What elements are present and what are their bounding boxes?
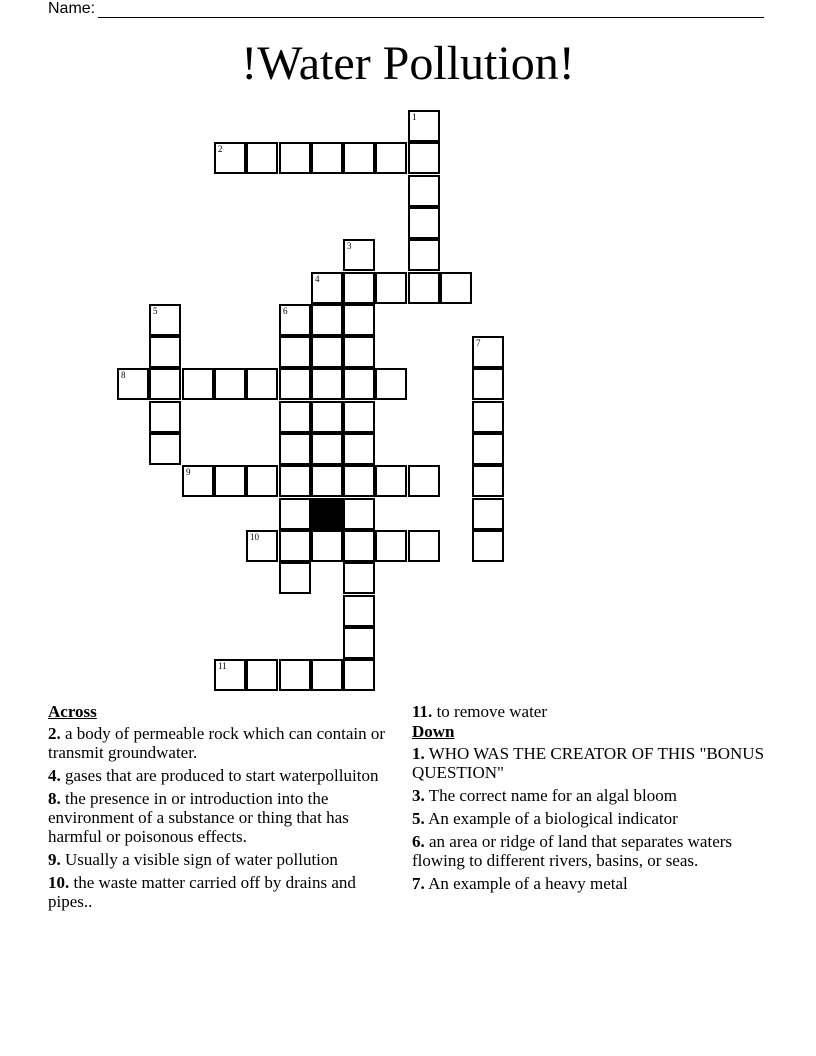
grid-cell[interactable] — [214, 368, 246, 400]
grid-cell[interactable] — [375, 142, 407, 174]
clue-number: 6. — [412, 832, 425, 851]
grid-cell[interactable] — [182, 465, 214, 497]
grid-cell[interactable] — [343, 368, 375, 400]
grid-cell[interactable] — [279, 498, 311, 530]
clue-text: a body of permeable rock which can contain or transmit groundwater. — [48, 724, 386, 762]
clues-right-column — [412, 702, 772, 897]
grid-cell[interactable] — [408, 530, 440, 562]
grid-cell[interactable] — [472, 498, 504, 530]
cell-number: 8 — [121, 370, 126, 380]
grid-cell[interactable] — [149, 336, 181, 368]
grid-cell[interactable] — [214, 465, 246, 497]
clue-text: Usually a visible sign of water pollution — [65, 850, 338, 869]
clue-text: gases that are produced to start waterpolluiton — [65, 766, 379, 785]
grid-cell[interactable] — [343, 659, 375, 691]
clue-number: 4. — [48, 766, 61, 785]
across-clue-4 — [48, 766, 403, 785]
grid-cell[interactable] — [311, 530, 343, 562]
grid-cell[interactable] — [311, 433, 343, 465]
down-clue-6 — [412, 832, 772, 870]
clue-number: 1. — [412, 744, 425, 763]
grid-cell[interactable] — [279, 304, 311, 336]
grid-cell[interactable] — [343, 498, 375, 530]
grid-cell[interactable] — [343, 627, 375, 659]
clue-number: 3. — [412, 786, 425, 805]
clue-number: 8. — [48, 789, 61, 808]
grid-cell[interactable] — [343, 595, 375, 627]
grid-cell[interactable] — [246, 142, 278, 174]
grid-cell[interactable] — [117, 368, 149, 400]
grid-cell[interactable] — [472, 433, 504, 465]
cell-number: 4 — [315, 274, 320, 284]
name-label: Name: — [48, 0, 96, 17]
grid-cell[interactable] — [149, 433, 181, 465]
grid-cell[interactable] — [149, 304, 181, 336]
grid-cell[interactable] — [311, 304, 343, 336]
down-clue-7 — [412, 874, 772, 893]
down-clue-5 — [412, 809, 772, 828]
grid-cell[interactable] — [343, 530, 375, 562]
grid-cell[interactable] — [408, 207, 440, 239]
grid-cell[interactable] — [343, 239, 375, 271]
cell-number: 2 — [218, 144, 223, 154]
grid-cell[interactable] — [343, 465, 375, 497]
grid-cell[interactable] — [311, 659, 343, 691]
grid-cell[interactable] — [279, 465, 311, 497]
across-heading: Across — [48, 702, 97, 721]
cell-number: 6 — [283, 306, 288, 316]
across-clue-8 — [48, 789, 403, 846]
grid-cell[interactable] — [375, 368, 407, 400]
down-clue-3 — [412, 786, 772, 805]
grid-cell[interactable] — [311, 368, 343, 400]
across-clue-10 — [48, 873, 403, 911]
clue-text: WHO WAS THE CREATOR OF THIS "BONUS QUESTION" — [412, 744, 765, 782]
grid-cell[interactable] — [472, 465, 504, 497]
grid-cell[interactable] — [279, 336, 311, 368]
clues-left-column — [48, 702, 403, 915]
grid-cell[interactable] — [343, 401, 375, 433]
grid-cell[interactable] — [279, 659, 311, 691]
across-clue-11 — [412, 702, 772, 721]
grid-cell[interactable] — [214, 142, 246, 174]
grid-cell[interactable] — [408, 142, 440, 174]
grid-cell[interactable] — [214, 659, 246, 691]
grid-cell[interactable] — [472, 368, 504, 400]
grid-cell[interactable] — [279, 368, 311, 400]
grid-cell[interactable] — [246, 465, 278, 497]
clue-number: 7. — [412, 874, 425, 893]
grid-cell[interactable] — [440, 272, 472, 304]
grid-cell[interactable] — [408, 175, 440, 207]
grid-cell[interactable] — [343, 272, 375, 304]
cell-number: 7 — [476, 338, 481, 348]
cell-number: 5 — [153, 306, 158, 316]
grid-cell[interactable] — [279, 142, 311, 174]
puzzle-title: !Water Pollution! — [241, 37, 575, 90]
grid-cell[interactable] — [311, 336, 343, 368]
grid-cell[interactable] — [375, 272, 407, 304]
grid-cell[interactable] — [408, 239, 440, 271]
grid-cell[interactable] — [182, 368, 214, 400]
grid-cell[interactable] — [149, 368, 181, 400]
cell-number: 1 — [412, 112, 417, 122]
clue-text: the presence in or introduction into the environment of a substance or thing that has harmful or poisonous effects. — [48, 789, 349, 846]
clue-text: an area or ridge of land that separates waters flowing to different rivers, basins, or seas. — [412, 832, 733, 870]
grid-cell[interactable] — [311, 401, 343, 433]
grid-cell[interactable] — [343, 304, 375, 336]
clue-number: 11. — [412, 702, 433, 721]
grid-cell[interactable] — [246, 530, 278, 562]
grid-cell[interactable] — [408, 465, 440, 497]
grid-cell[interactable] — [343, 433, 375, 465]
clue-text: to remove water — [436, 702, 548, 721]
cell-number: 10 — [250, 532, 259, 542]
across-clue-2 — [48, 724, 403, 762]
down-heading: Down — [412, 722, 455, 741]
cell-number: 3 — [347, 241, 352, 251]
clue-text: the waste matter carried off by drains and pipes.. — [48, 873, 356, 911]
clue-text: An example of a biological indicator — [428, 809, 678, 828]
grid-cell[interactable] — [375, 465, 407, 497]
clue-text: The correct name for an algal bloom — [428, 786, 677, 805]
grid-cell[interactable] — [408, 272, 440, 304]
grid-cell[interactable] — [279, 433, 311, 465]
grid-cell[interactable] — [246, 368, 278, 400]
clue-number: 2. — [48, 724, 61, 743]
grid-cell[interactable] — [149, 401, 181, 433]
grid-cell[interactable] — [472, 336, 504, 368]
cell-number: 9 — [186, 467, 191, 477]
cell-number: 11 — [218, 661, 227, 671]
down-clue-1 — [412, 744, 772, 782]
grid-cell-blocked — [311, 498, 343, 530]
grid-cell[interactable] — [279, 401, 311, 433]
clue-number: 5. — [412, 809, 425, 828]
grid-cell[interactable] — [472, 401, 504, 433]
grid-cell[interactable] — [343, 142, 375, 174]
grid-cell[interactable] — [472, 530, 504, 562]
grid-cell[interactable] — [375, 530, 407, 562]
grid-cell[interactable] — [279, 530, 311, 562]
clue-text: An example of a heavy metal — [428, 874, 628, 893]
across-clue-9 — [48, 850, 403, 869]
grid-cell[interactable] — [279, 562, 311, 594]
grid-cell[interactable] — [311, 272, 343, 304]
grid-cell[interactable] — [311, 465, 343, 497]
clue-number: 9. — [48, 850, 61, 869]
clue-number: 10. — [48, 873, 70, 892]
grid-cell[interactable] — [246, 659, 278, 691]
grid-cell[interactable] — [408, 110, 440, 142]
grid-cell[interactable] — [343, 336, 375, 368]
grid-cell[interactable] — [343, 562, 375, 594]
grid-cell[interactable] — [311, 142, 343, 174]
